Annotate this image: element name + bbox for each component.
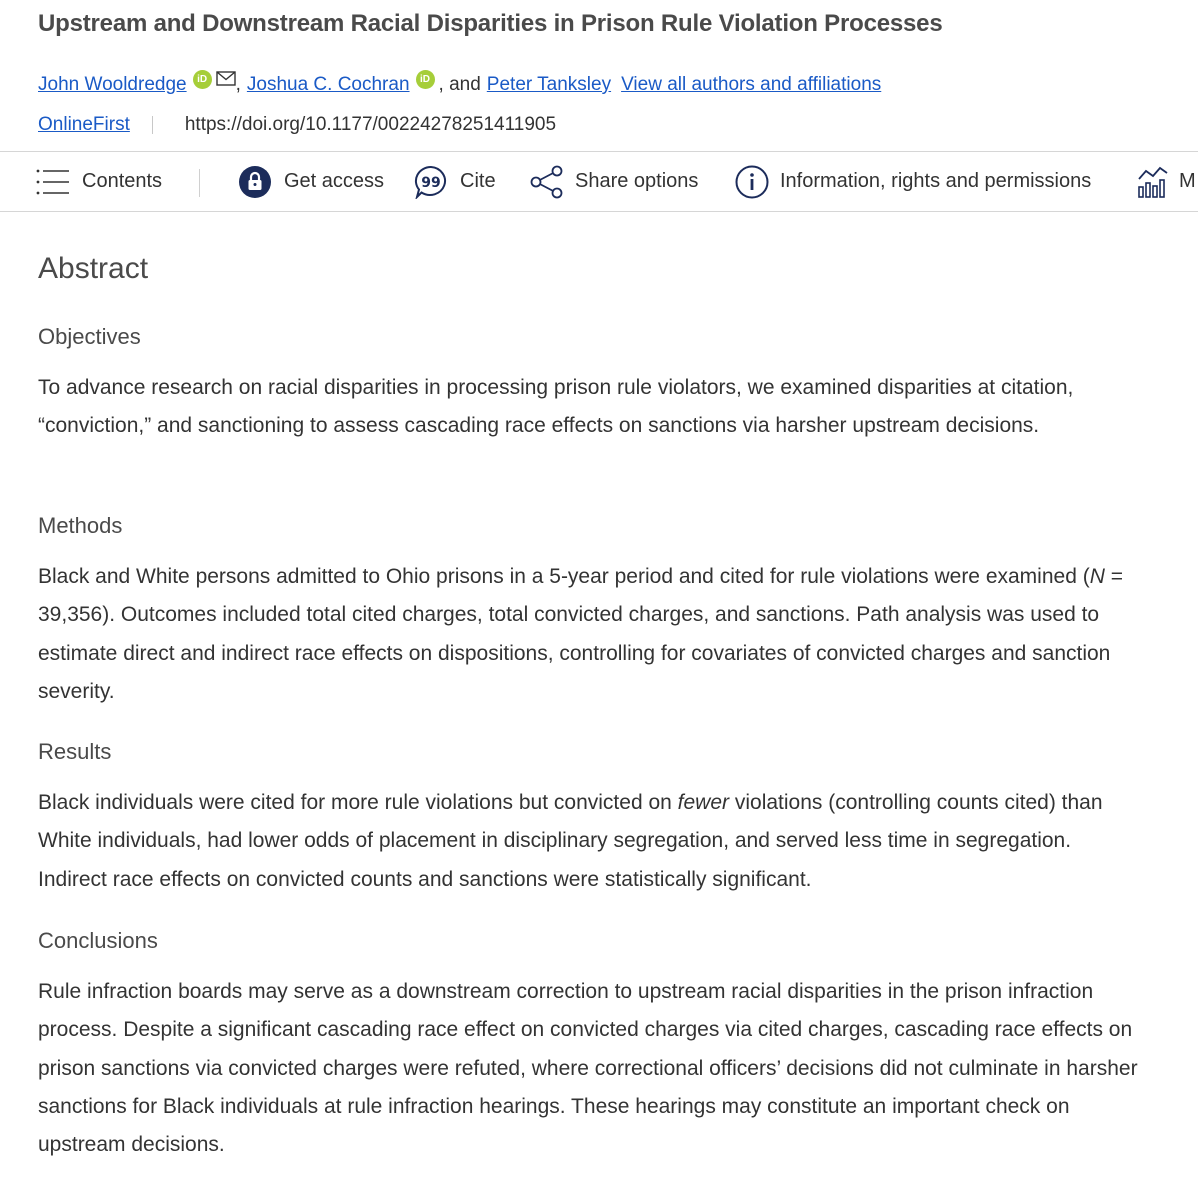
toolbar-divider bbox=[199, 169, 200, 197]
metrics-label: M bbox=[1179, 170, 1196, 192]
author-separator-and: , and bbox=[438, 74, 481, 95]
lock-icon bbox=[238, 165, 272, 199]
info-icon bbox=[735, 165, 769, 199]
conclusions-text: Rule infraction boards may serve as a downstream correction to upstream racial disparities in the prison infraction process. Despite a significant cascading race effect on convicted charges via cited charges, cascading race effects on prison sanctions via convicted charges were refuted, where correctional officers’ decisions did not culminate in harsher sanctions for Black individuals at rule infraction hearings. These hearings may constitute an important check on upstream decisions. bbox=[38, 980, 1138, 1157]
divider bbox=[152, 116, 153, 134]
publication-info bbox=[38, 114, 556, 136]
methods-text-part: Black and White persons admitted to Ohio prisons in a 5-year period and cited for rule violations were examined ( bbox=[38, 565, 1090, 588]
doi-link[interactable]: https://doi.org/10.1177/00224278251411905 bbox=[184, 114, 557, 135]
author-link-wooldredge[interactable]: John Wooldredge bbox=[38, 74, 187, 95]
cite-label: Cite bbox=[460, 170, 496, 192]
quote-bubble-icon bbox=[414, 165, 448, 199]
svg-text:99: 99 bbox=[421, 174, 441, 191]
information-label: Information, rights and permissions bbox=[780, 170, 1092, 192]
contents-label: Contents bbox=[82, 170, 163, 192]
view-all-authors-link[interactable]: View all authors and affiliations bbox=[621, 74, 882, 95]
orcid-icon[interactable]: iD bbox=[193, 70, 212, 89]
methods-heading: Methods bbox=[38, 513, 123, 538]
get-access-button[interactable] bbox=[238, 152, 384, 211]
list-icon bbox=[36, 168, 70, 196]
sample-size-symbol: N bbox=[1089, 565, 1105, 588]
share-options-button[interactable] bbox=[529, 152, 698, 211]
author-link-cochran[interactable]: Joshua C. Cochran bbox=[246, 74, 410, 95]
article-title: Upstream and Downstream Racial Disparities in Prison Rule Violation Processes bbox=[38, 10, 943, 37]
cite-button[interactable] bbox=[414, 152, 496, 211]
contents-button[interactable] bbox=[36, 152, 162, 211]
get-access-label: Get access bbox=[284, 170, 385, 192]
online-first-link[interactable]: OnlineFirst bbox=[38, 114, 130, 135]
methods-text bbox=[38, 558, 1143, 711]
results-emphasis: fewer bbox=[677, 791, 730, 814]
information-button[interactable] bbox=[735, 152, 1091, 211]
author-list bbox=[38, 74, 881, 96]
email-icon[interactable] bbox=[216, 70, 236, 92]
results-text-part: violations (controlling counts cited) than White individuals, had lower odds of placement in disciplinary segregation, and served less time in segregation. Indirect race effects on convicted counts and sanctions were statistically significant. bbox=[38, 791, 1103, 891]
results-text bbox=[38, 784, 1143, 899]
conclusions-heading: Conclusions bbox=[38, 928, 158, 953]
author-separator: , bbox=[235, 74, 241, 95]
objectives-heading: Objectives bbox=[38, 324, 141, 349]
author-link-tanksley[interactable]: Peter Tanksley bbox=[486, 74, 612, 95]
methods-text-part: = 39,356). Outcomes included total cited charges, total convicted charges, and sanctions. Path analysis was used to estimate direct and indirect race effects on dispositions, controlling for covariates of convicted charges and sanction severity. bbox=[38, 565, 1123, 703]
share-icon bbox=[529, 165, 565, 199]
bar-chart-icon bbox=[1137, 165, 1169, 199]
abstract-heading: Abstract bbox=[38, 252, 149, 285]
orcid-icon[interactable]: iD bbox=[416, 70, 435, 89]
objectives-text: To advance research on racial disparities in processing prison rule violators, we examined disparities at citation, “conviction,” and sanctioning to assess cascading race effects on sanctions via harsher upstream decisions. bbox=[38, 376, 1074, 438]
results-heading: Results bbox=[38, 739, 112, 764]
metrics-button[interactable] bbox=[1137, 152, 1196, 211]
share-options-label: Share options bbox=[575, 170, 699, 192]
article-toolbar bbox=[0, 151, 1198, 212]
results-text-part: Black individuals were cited for more rule violations but convicted on bbox=[38, 791, 678, 814]
